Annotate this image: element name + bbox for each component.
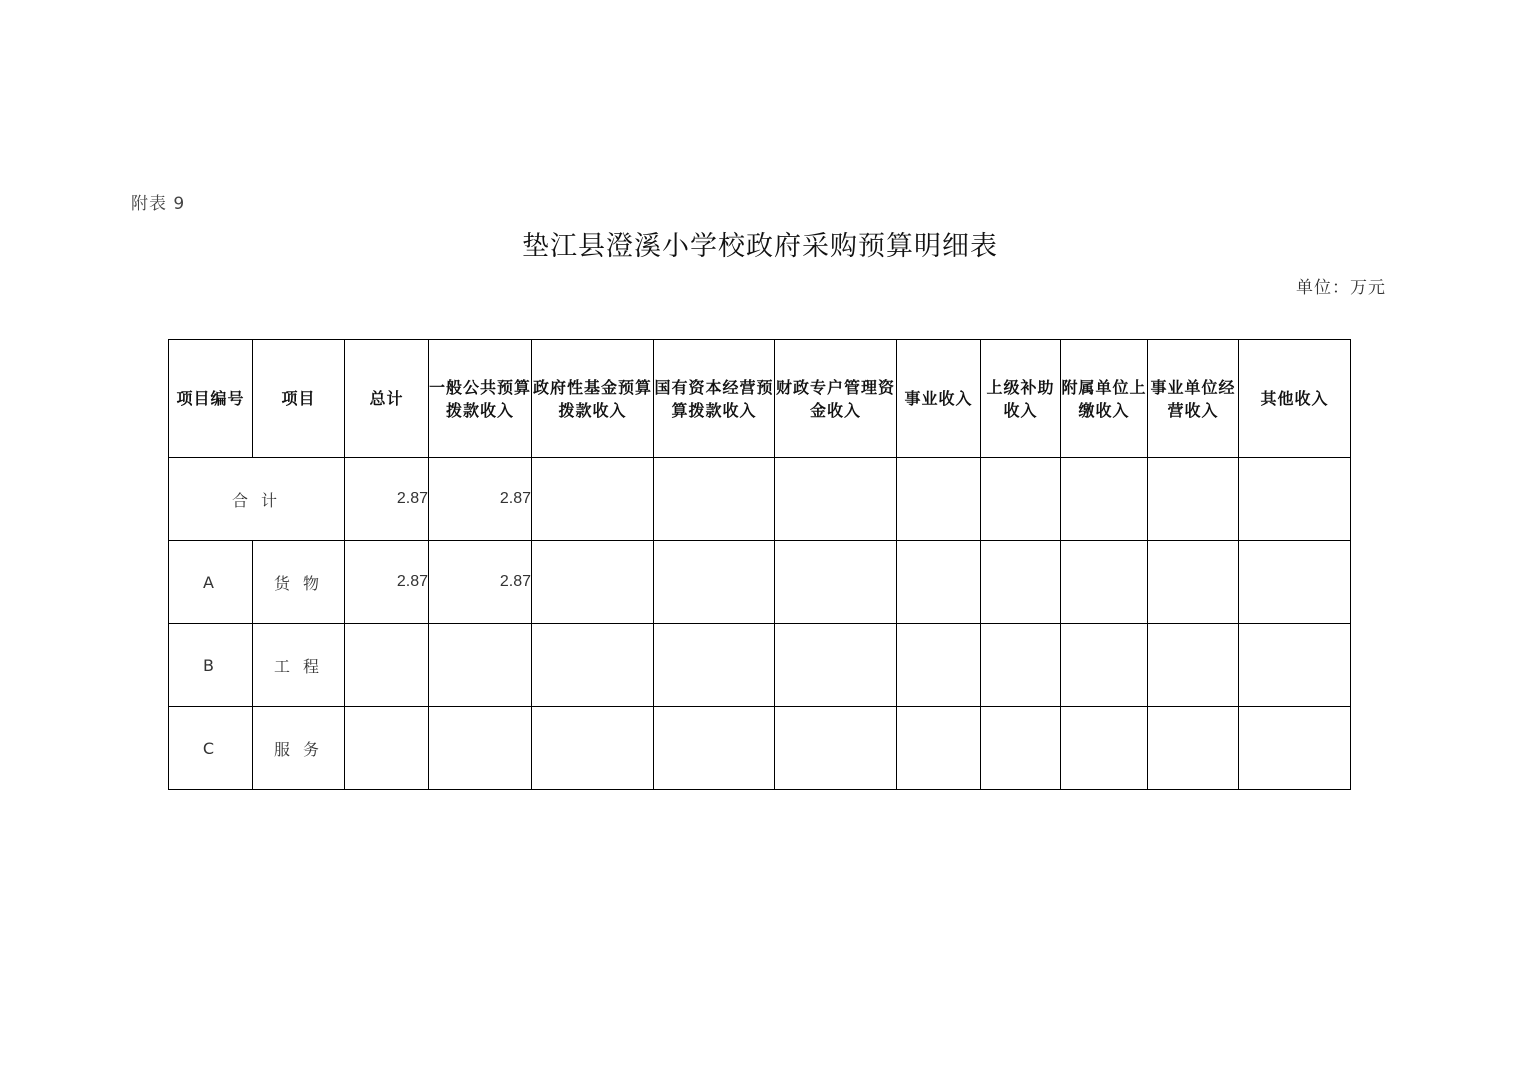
total-label: 合 计 [169,458,345,541]
header-row [169,340,1351,458]
header-project-code: 项目编号 [169,340,253,458]
empty-cell [897,624,981,707]
empty-cell [1239,541,1351,624]
total-row [169,458,1351,541]
empty-cell [1148,624,1239,707]
empty-cell [532,707,654,790]
empty-cell [897,707,981,790]
general-budget-cell: 2.87 [429,458,532,541]
empty-cell [775,541,897,624]
empty-cell [654,541,775,624]
empty-cell [654,707,775,790]
header-other-income: 其他收入 [1239,340,1351,458]
empty-cell [1061,458,1148,541]
empty-cell [1148,458,1239,541]
total-cell: 2.87 [345,541,429,624]
empty-cell [1061,541,1148,624]
page-title: 垫江县澄溪小学校政府采购预算明细表 [522,231,998,262]
header-state-capital: 国有资本经营预算拨款收入 [654,340,775,458]
header-total: 总计 [345,340,429,458]
attachment-label: 附表 9 [131,194,186,214]
header-superior-subsidy: 上级补助收入 [981,340,1061,458]
empty-cell [1239,624,1351,707]
header-fiscal-account: 财政专户管理资金收入 [775,340,897,458]
project-name-cell: 服 务 [253,707,345,790]
header-affiliated-units: 附属单位上缴收入 [1061,340,1148,458]
header-business-operation: 事业单位经营收入 [1148,340,1239,458]
total-cell [345,624,429,707]
total-cell [345,707,429,790]
table-row [169,707,1351,790]
empty-cell [981,624,1061,707]
empty-cell [1148,707,1239,790]
empty-cell [654,458,775,541]
procurement-budget-table [168,339,1351,790]
general-budget-cell [429,707,532,790]
empty-cell [981,707,1061,790]
table-row [169,541,1351,624]
empty-cell [1061,624,1148,707]
empty-cell [775,458,897,541]
project-code-cell: C [169,707,253,790]
project-code-cell: B [169,624,253,707]
empty-cell [532,458,654,541]
empty-cell [1239,707,1351,790]
project-name-cell: 货 物 [253,541,345,624]
header-business-income: 事业收入 [897,340,981,458]
empty-cell [532,624,654,707]
empty-cell [1239,458,1351,541]
header-project: 项目 [253,340,345,458]
general-budget-cell [429,624,532,707]
empty-cell [654,624,775,707]
empty-cell [775,707,897,790]
project-code-cell: A [169,541,253,624]
empty-cell [897,541,981,624]
empty-cell [532,541,654,624]
header-government-fund: 政府性基金预算拨款收入 [532,340,654,458]
header-general-budget: 一般公共预算拨款收入 [429,340,532,458]
empty-cell [775,624,897,707]
unit-label: 单位：万元 [1296,278,1386,298]
general-budget-cell: 2.87 [429,541,532,624]
empty-cell [981,458,1061,541]
project-name-cell: 工 程 [253,624,345,707]
empty-cell [897,458,981,541]
total-cell: 2.87 [345,458,429,541]
empty-cell [1061,707,1148,790]
empty-cell [1148,541,1239,624]
empty-cell [981,541,1061,624]
table-row [169,624,1351,707]
